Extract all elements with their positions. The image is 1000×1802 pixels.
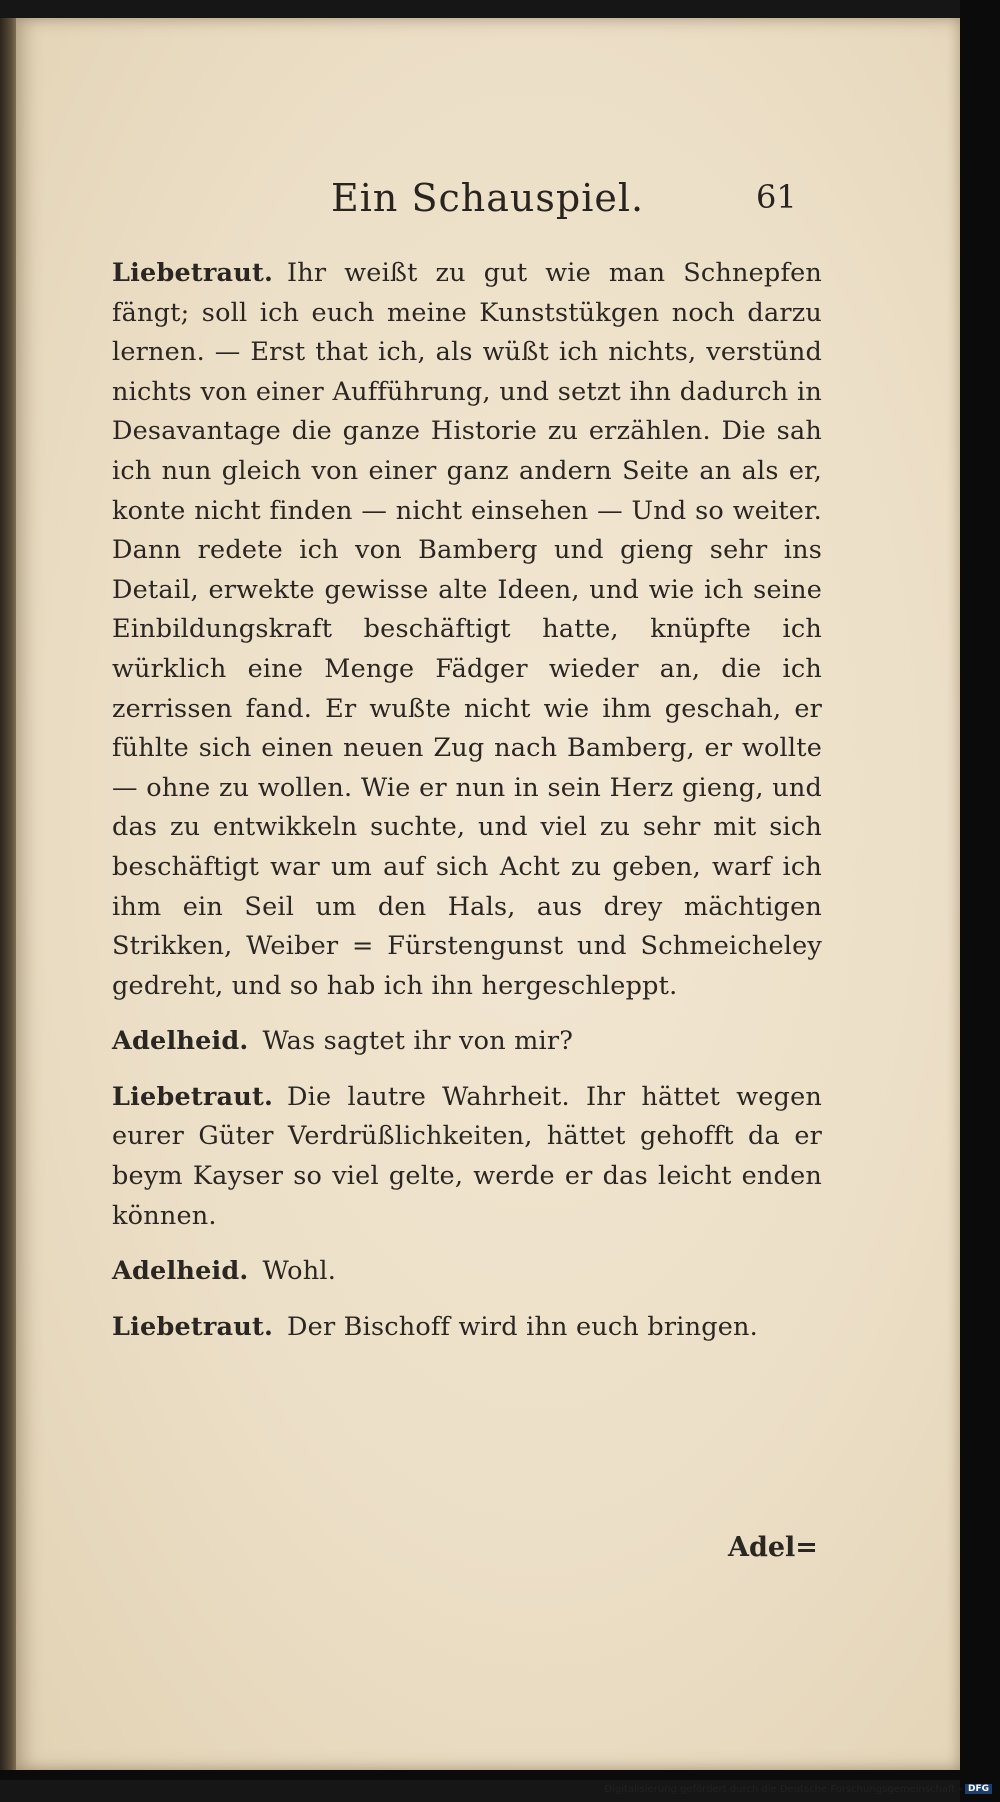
scan-right-margin bbox=[960, 0, 1000, 1802]
running-title: Ein Schauspiel. bbox=[331, 176, 645, 220]
dialogue-paragraph-4 bbox=[112, 1252, 822, 1292]
dialogue-paragraph-3 bbox=[112, 1078, 822, 1236]
dialogue-paragraph-2 bbox=[112, 1022, 822, 1062]
dfg-logo: DFG bbox=[965, 1784, 992, 1794]
dialogue-text: Wohl. bbox=[262, 1256, 336, 1287]
speaker-name: Adelheid. bbox=[112, 1026, 249, 1057]
dialogue-text: Der Bischoff wird ihn euch bringen. bbox=[287, 1311, 758, 1342]
speaker-name: Adelheid. bbox=[112, 1256, 249, 1287]
page-body bbox=[112, 254, 822, 1347]
page-header bbox=[16, 176, 960, 236]
book-page bbox=[16, 18, 960, 1770]
speaker-name: Liebetraut. bbox=[112, 258, 274, 288]
credit-text: Digitalisierung gefördert durch die Deutsche Forschungsgemeinschaft - bbox=[604, 1784, 962, 1795]
dialogue-paragraph-5 bbox=[112, 1308, 822, 1348]
dialogue-paragraph-1 bbox=[112, 254, 822, 1006]
digitization-credit bbox=[604, 1784, 992, 1795]
speaker-name: Liebetraut. bbox=[112, 1311, 274, 1342]
scan-bottom-margin bbox=[0, 1770, 1000, 1780]
speaker-name: Liebetraut. bbox=[112, 1081, 274, 1112]
catchword: Adel= bbox=[728, 1532, 818, 1563]
dialogue-text: Ihr weißt zu gut wie man Schnepfen fängt; soll ich euch meine Kunststükgen noch darzu lernen. — Erst that ich, als wüßt ich nichts, verstünd nichts von einer Aufführung, und setzt ihn dadurch in Desavantage die ganze Historie zu erzählen. Die sah ich nun gleich von einer ganz andern Seite an als er, konte nicht finden — nicht einsehen — Und so weiter. Dann redete ich von Bamberg und gieng sehr ins Detail, erwekte gewisse alte Ideen, und wie ich seine Einbildungskraft beschäftigt hatte, knüpfte ich würklich eine Menge Fädger wieder an, die ich zerrissen fand. Er wußte nicht wie ihm geschah, er fühlte sich einen neuen Zug nach Bamberg, er wollte — ohne zu wollen. Wie er nun in sein Herz gieng, und das zu entwikkeln suchte, und viel zu sehr mit sich beschäftigt war um auf sich Acht zu geben, warf ich ihm ein Seil um den Hals, aus drey mächtigen Strikken, Weiber = Fürstengunst und Schmeicheley gedreht, und so hab ich ihn hergeschleppt. bbox=[112, 258, 822, 1001]
page-number: 61 bbox=[756, 178, 797, 216]
dialogue-text: Die lautre Wahrheit. Ihr hättet wegen eurer Güter Verdrüßlichkeiten, hättet gehofft da er beym Kayser so viel gelte, werde er das leicht enden können. bbox=[112, 1081, 822, 1231]
dialogue-text: Was sagtet ihr von mir? bbox=[262, 1026, 574, 1057]
